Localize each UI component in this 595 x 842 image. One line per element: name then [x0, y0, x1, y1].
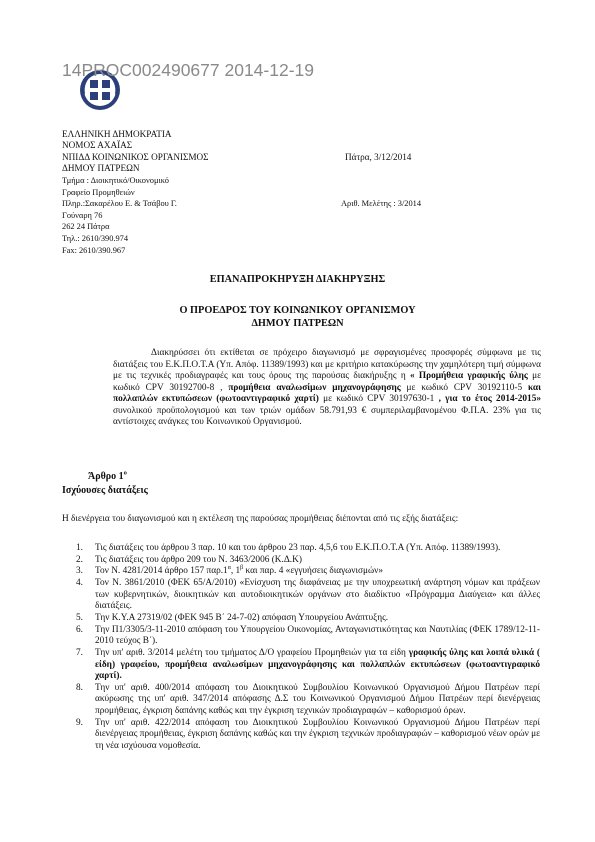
issuer-line-2: ΝΟΜΟΣ ΑΧΑΪΑΣ: [62, 140, 133, 151]
document-date: Πάτρα, 3/12/2014: [345, 152, 412, 162]
list-item: 2. Τις διατάξεις του άρθρο 209 του Ν. 3463/2006 (Κ.Δ.Κ): [76, 554, 302, 565]
department-block: [62, 175, 177, 256]
address-street: Γούναρη 76: [62, 210, 103, 220]
issuer-line-1: ΕΛΛΗΝΙΚΗ ΔΗΜΟΚΡΑΤΙΑ: [62, 129, 172, 139]
protocol-watermark: 14PROC002490677 2014-12-19: [62, 60, 314, 80]
contact-persons: Πληρ.:Σακαρέλου Ε. & Τσάβου Γ.: [62, 199, 177, 209]
issuer-line-3: ΝΠΙΔΔ ΚΟΙΝΩΝΙΚΟΣ ΟΡΓΑΝΙΣΜΟΣ: [62, 151, 209, 162]
fax: Fax: 2610/390.967: [62, 245, 126, 255]
article-lead: Η διενέργεια του διαγωνισμού και η εκτέλεση της παρούσας προμήθειας διέπονται από τις εξής διατάξεις:: [62, 514, 459, 524]
document-title: ΕΠΑΝΑΠΡΟΚΗΡΥΞΗ ΔΙΑΚΗΡΥΞΗΣ: [209, 274, 386, 285]
department: Τμήμα : Διοικητικό/Οικονομικό: [62, 176, 169, 185]
office: Γραφείο Προμηθειών: [62, 187, 135, 197]
list-item: 6. Την Π1/3305/3-11-2010 απόφαση του Υπουργείου Οικονομίας, Ανταγωνιστικότητας και Ναυτιλίας (ΦΕΚ 1789/12-11-2010 τεύχος Β΄).: [76, 624, 540, 647]
issuer-block: [62, 129, 209, 174]
issuer-line-4: ΔΗΜΟΥ ΠΑΤΡΕΩΝ: [62, 162, 140, 173]
issuer-title-1: Ο ΠΡΟΕΔΡΟΣ ΤΟΥ ΚΟΙΝΩΝΙΚΟΥ ΟΡΓΑΝΙΣΜΟΥ: [179, 305, 416, 316]
study-number: Αριθ. Μελέτης : 3/2014: [341, 199, 422, 208]
list-item: 7. Την υπ' αριθ. 3/2014 μελέτη του τμήματος Δ/Ο γραφείου Προμηθειών για τα είδη γραφικής ύλης και λοιπά υλικά ( είδη) γραφείου, προμήθεια αναλωσίμων μηχανογράφησης και πολλαπλών εκτυπώσεων (φωτοαντιγραφικό χαρτί).: [76, 648, 540, 682]
article-subheading: Ισχύουσες διατάξεις: [62, 485, 148, 496]
list-item: 3. Τον Ν. 4281/2014 άρθρο 157 $\pi\alpha\rho.1^\alpha$, $1^\beta$ και παρ. 4 «εγγυήσεις διαγωνισμών»: [76, 565, 383, 577]
list-item: 1. Τις διατάξεις του άρθρου 3 παρ. 10 και του άρθρου 23 παρ. 4,5,6 του Ε.Κ.Π.Ο.Τ.Α (Υπ. Απόφ. 11389/1993).: [76, 543, 501, 553]
provisions-list: [76, 543, 540, 753]
phone: Τηλ.: 2610/390.974: [62, 233, 129, 243]
list-item: 8. Την υπ' αριθ. 400/2014 απόφαση του Διοικητικού Συμβουλίου Κοινωνικού Οργανισμού Δήμου Πατρέων περί ακύρωσης της υπ' αριθ. 347/2014 απόφασης Δ.Σ του Κοινωνικού Οργανισμού Δήμου Πατρέων περί διενέργειας προμήθειας, έγκριση δαπάνης καθώς και την έγκριση τεχνικών προδιαγραφών – καθορισμού όρων.: [76, 682, 540, 716]
intro-paragraph: Διακηρύσσει ότι εκτίθεται σε πρόχειρο διαγωνισμό με σφραγισμένες προσφορές σύμφωνα με τις διατάξεις του Ε.Κ.Π.Ο.Τ.Α (Υπ. Απόφ. 11389/1993) και με κριτήριο κατακύρωσης την χαμηλότερη τιμή σύμφωνα με τις τεχνικές προδιαγραφές και τους όρους της παρούσας διακήρυξης η « Προμήθεια γραφικής ύλης με κωδικό CPV 30192700-8 , προμήθεια αναλωσίμων μηχανογράφησης με κωδικό CPV 30192110-5 και πολλαπλών εκτυπώσεων (φωτοαντιγραφικό χαρτί) με κωδικό CPV 30197630-1 , για το έτος 2014-2015» συνολικού προϋπολογισμού και των τριών ομάδων 58.791,93 € συμπεριλαμβανομένου Φ.Π.Α. 23% για τις αντίστοιχες ανάγκες του Κοινωνικού Οργανισμού.: [113, 348, 541, 428]
article-heading: Άρθρο $1^o$: [88, 469, 127, 482]
issuer-title-2: ΔΗΜΟΥ ΠΑΤΡΕΩΝ: [251, 318, 344, 329]
address-city: 262 24 Πάτρα: [62, 222, 110, 232]
list-item: 9. Την υπ' αριθ. 422/2014 απόφαση του Διοικητικού Συμβουλίου Κοινωνικού Οργανισμού Δήμου Πατρέων περί διενέργειας προμήθειας, έγκριση δαπάνης καθώς και την έγκριση τεχνικών προδιαγραφών – καθορισμού νέων ορών με τη νέα ισχύουσα νομοθεσία.: [76, 717, 541, 751]
list-item: 5. Την Κ.Υ.Α 27319/02 (ΦΕΚ 945 Β΄ 24-7-02) απόφαση Υπουργείου Ανάπτυξης.: [76, 613, 389, 624]
list-item: 4. Τον Ν. 3861/2010 (ΦΕΚ 65/Α/2010) «Ενίσχυση της διαφάνειας με την υποχρεωτική ανάρτηση νόμων και πράξεων των κυβερνητικών, διοικητικών και αυτοδιοικητικών οργάνων στο διαδίκτυο «Πρόγραμμα Διαύγεια» και άλλες διατάξεις.: [76, 578, 540, 612]
